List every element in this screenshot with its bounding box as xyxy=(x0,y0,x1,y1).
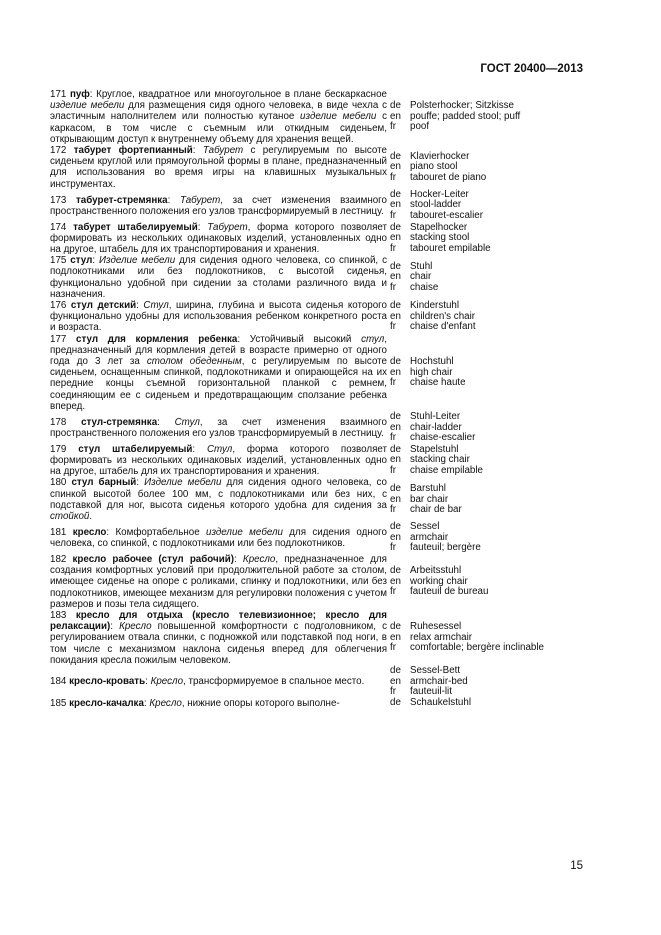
language-code-fr: fr xyxy=(390,686,396,698)
term-number: 184 xyxy=(50,676,67,688)
cross-reference-term: столом обеденным xyxy=(146,356,242,368)
translation-de: Ruhesessel xyxy=(410,621,462,633)
term-entry xyxy=(50,145,590,190)
translation-en: stool-ladder xyxy=(410,199,462,211)
term-definition: 182 кресло рабочее (стул рабочий): Кресло, предназначенное для создания комфортных условий при продолжительной работе за столом, имеющее сиденье на опоре с роликами, спинку и подлокотники, или без подлокотников, имеющее механизм для регулировки положения с учетом размеров и позы тела сидящего. xyxy=(50,554,387,610)
definition-text: , трансформируемое в спальное место. xyxy=(183,676,365,688)
translation-en: high chair xyxy=(410,366,453,378)
definition-text: Устойчивый высокий xyxy=(249,333,362,345)
translation-fr: fauteuil-lit xyxy=(410,686,452,698)
term-number: 180 xyxy=(50,477,67,489)
cross-reference-term: стойкой xyxy=(50,511,90,523)
translation-fr: fauteuil de bureau xyxy=(410,586,489,598)
language-codes xyxy=(390,522,410,554)
definition-text: , форма которого позволяет формировать из нескольких одинаковых изделий, установленных одно на другое, штабель для их транспортирования и хранения. xyxy=(50,443,387,478)
language-code-de: de xyxy=(390,188,401,200)
cross-reference-term: Кресло xyxy=(242,554,276,566)
term-definition: 183 кресло для отдыха (кресло телевизионное; кресло для релаксации): Кресло повышенной комфортности с подголовником, с регулированием отвала спинки, с подножкой или подставкой под ноги, в том числе с механизмом наклона сиденья вперед для облегчения покидания кресла пожилым человеком. xyxy=(50,610,387,666)
term-title: кресло-качалка xyxy=(69,697,144,709)
language-code-en: en xyxy=(390,232,401,244)
language-codes xyxy=(390,566,410,598)
language-codes xyxy=(390,445,410,477)
language-code-fr: fr xyxy=(390,504,396,516)
term-entry xyxy=(50,334,590,412)
language-code-en: en xyxy=(390,454,401,466)
language-code-de: de xyxy=(390,355,401,367)
language-code-fr: fr xyxy=(390,210,396,222)
translation-de: Kinderstuhl xyxy=(410,299,460,311)
language-code-en: en xyxy=(390,531,401,543)
language-code-en: en xyxy=(390,366,401,378)
translation-fr: chaise-escalier xyxy=(410,432,476,444)
language-code-de: de xyxy=(390,665,401,677)
translation-de: Klavierhocker xyxy=(410,150,470,162)
language-code-en: en xyxy=(390,310,401,322)
language-code-en: en xyxy=(390,575,401,587)
cross-reference-term: Кресло xyxy=(150,676,184,688)
definition-text: , предназначенный для кормления детей в возрасте примерно от одного года до 3 лет за xyxy=(50,333,387,368)
translation-de: Hocker-Leiter xyxy=(410,188,469,200)
translation-fr: tabouret empilable xyxy=(410,242,491,254)
term-entry xyxy=(50,255,590,300)
term-definition: 172 табурет фортепианный: Табурет с регулируемым по высоте сиденьем круглой или прямоугольной формы в плане, предназначенный для использования во время игры на клавишных музыкальных инструментах. xyxy=(50,145,387,190)
definition-text: Комфортабельное xyxy=(115,526,206,538)
term-definition: 173 табурет-стремянка: Табурет, за счет изменения взаимного пространственного положения его узлов трансформируемый в лестницу. xyxy=(50,194,387,217)
term-entry xyxy=(50,444,590,478)
translation-en: children's chair xyxy=(410,310,476,322)
language-code-en: en xyxy=(390,199,401,211)
term-number: 176 xyxy=(50,300,67,312)
language-code-fr: fr xyxy=(390,464,396,476)
term-entry xyxy=(50,412,590,444)
language-codes xyxy=(390,484,410,516)
term-number: 185 xyxy=(50,697,67,709)
translation-de: Hochstuhl xyxy=(410,355,454,367)
term-title: стул штабелируемый xyxy=(78,443,193,455)
translation-en: chair-ladder xyxy=(410,421,462,433)
language-codes xyxy=(390,666,410,698)
translation-de: Schaukelstuhl xyxy=(410,697,471,709)
cross-reference-term: изделие мебели xyxy=(206,526,283,538)
translations xyxy=(410,698,590,709)
term-entry xyxy=(50,89,590,145)
definition-text: с каркасом, в том числе с съемным или откидным сиденьем, открывающим доступ к внутреннему объему для хранения вещей. xyxy=(50,111,387,145)
language-code-fr: fr xyxy=(390,281,396,293)
language-code-en: en xyxy=(390,493,401,505)
language-code-de: de xyxy=(390,221,401,233)
translation-en: bar chair xyxy=(410,493,449,505)
language-code-de: de xyxy=(390,621,401,633)
term-title: стул xyxy=(70,255,93,267)
term-title: кресло xyxy=(72,526,107,538)
language-code-de: de xyxy=(390,482,401,494)
translations xyxy=(410,357,590,389)
term-number: 175 xyxy=(50,255,67,267)
definition-text: , за счет изменения взаимного пространственного положения его узлов трансформируемый в лестницу. xyxy=(50,416,387,439)
cross-reference-term: Табурет xyxy=(202,145,244,157)
term-number: 173 xyxy=(50,194,67,206)
language-code-de: de xyxy=(390,260,401,272)
translation-fr: tabouret de piano xyxy=(410,171,487,183)
term-number: 181 xyxy=(50,526,67,538)
language-code-en: en xyxy=(390,421,401,433)
term-definition: 177 стул для кормления ребенка: Устойчивый высокий стул, предназначенный для кормления детей в возрасте примерно от одного года до 3 лет за столом обеденным, с регулируемым по высоте сиденьем, оснащенным спинкой, подлокотниками и опирающейся на их передние концы съемной горизонтальной планкой с ремнем, соединяющим ее с сиденьем и предотвращающим сползание ребенка вперед. xyxy=(50,333,387,412)
term-number: 171 xyxy=(50,89,67,100)
definition-text: , ширина, глубина и высота сиденья которого функционально удобны для использования ребенком конкретного роста и возраста. xyxy=(50,300,387,334)
translations xyxy=(410,152,590,184)
translation-en: chair xyxy=(410,271,432,283)
cross-reference-term: Изделие мебели xyxy=(99,255,176,267)
term-entry xyxy=(50,666,590,698)
term-title: табурет штабелируемый xyxy=(73,221,198,233)
translation-fr: chaise d'enfant xyxy=(410,321,476,333)
term-number: 179 xyxy=(50,443,67,455)
term-definition: 171 пуф: Круглое, квадратное или многоугольное в плане бескаркасное изделие мебели для размещения сидя одного человека, в виде чехла с эластичным наполнителем или полностью кутаное изделие мебели с каркасом, в том числе с съемным или откидным сиденьем, открывающим доступ к внутреннему объему для хранения вещей. xyxy=(50,89,387,145)
language-code-de: de xyxy=(390,299,401,311)
language-code-fr: fr xyxy=(390,242,396,254)
translation-fr: comfortable; bergère inclinable xyxy=(410,642,544,654)
translation-de: Arbeitsstuhl xyxy=(410,565,462,577)
term-entry xyxy=(50,477,590,522)
translations xyxy=(410,190,590,222)
term-entry xyxy=(50,698,590,709)
term-definition: 185 кресло-качалка: Кресло, нижние опоры которого выполне- xyxy=(50,697,340,709)
translations xyxy=(410,666,590,698)
translations xyxy=(410,445,590,477)
definition-text: для сидения одного человека, со спинкой высотой более 100 мм, с подлокотниками или без них, с подставкой для ног, высота сиденья которого удобна для сидения за xyxy=(50,477,387,511)
translations xyxy=(410,223,590,255)
term-entries-list xyxy=(50,89,590,709)
language-code-de: de xyxy=(390,150,401,162)
translation-de: Sessel-Bett xyxy=(410,665,461,677)
language-codes xyxy=(390,412,410,444)
language-codes xyxy=(390,190,410,222)
term-title: стул-стремянка xyxy=(81,416,158,428)
term-title: кресло рабочее (стул рабочий) xyxy=(72,554,235,566)
term-entry xyxy=(50,554,590,610)
term-title: табурет фортепианный xyxy=(73,145,193,157)
language-code-en: en xyxy=(390,271,401,283)
definition-text: для сидения одного человека, со спинкой, с подлокотниками или без подлокотников. xyxy=(50,526,387,550)
definition-text: , форма которого позволяет формировать из нескольких одинаковых изделий, установленных одно на другое, штабель для их транспортирования и хранения. xyxy=(50,221,387,256)
translations xyxy=(410,522,590,554)
definition-text: с регулируемым по высоте сиденьем круглой или прямоугольной формы в плане, предназначенный для использования во время игры на клавишных музыкальных инструментах. xyxy=(50,145,387,190)
language-code-en: en xyxy=(390,110,401,122)
language-code-de: de xyxy=(390,565,401,577)
language-codes xyxy=(390,622,410,654)
term-title: кресло-кровать xyxy=(69,676,146,688)
cross-reference-term: Стул xyxy=(143,300,169,312)
term-number: 178 xyxy=(50,416,67,428)
translation-fr: chaise haute xyxy=(410,377,466,389)
term-entry xyxy=(50,300,590,334)
cross-reference-term: Стул xyxy=(206,443,233,455)
language-codes xyxy=(390,101,410,133)
translation-en: stacking stool xyxy=(410,232,470,244)
language-code-fr: fr xyxy=(390,121,396,133)
language-code-de: de xyxy=(390,411,401,423)
term-number: 174 xyxy=(50,221,67,233)
definition-text: , нижние опоры которого выполне- xyxy=(181,697,340,709)
translation-de: Barstuhl xyxy=(410,482,446,494)
cross-reference-term: Кресло xyxy=(149,697,182,709)
translation-fr: chaise empilable xyxy=(410,464,483,476)
term-entry xyxy=(50,222,590,256)
language-code-fr: fr xyxy=(390,586,396,598)
language-code-de: de xyxy=(390,697,401,709)
cross-reference-term: изделие мебели xyxy=(50,100,125,112)
translation-fr: tabouret-escalier xyxy=(410,210,483,222)
definition-text: . xyxy=(89,511,93,523)
term-definition: 175 стул: Изделие мебели для сидения одного человека, со спинкой, с подлокотниками или без подлокотников, с высотой сиденья, функционально удобной при сидении за столами различного вида и назначения. xyxy=(50,255,387,300)
cross-reference-term: изделие мебели xyxy=(300,111,377,123)
translation-de: Sessel xyxy=(410,521,440,533)
term-entry xyxy=(50,190,590,222)
translation-fr: fauteuil; bergère xyxy=(410,542,481,554)
translation-fr: chair de bar xyxy=(410,504,462,516)
term-definition: 181 кресло: Комфортабельное изделие мебели для сидения одного человека, со спинкой, с подлокотниками или без подлокотников. xyxy=(50,526,387,550)
term-definition: 178 стул-стремянка: Стул, за счет изменения взаимного пространственного положения его узлов трансформируемый в лестницу. xyxy=(50,416,387,439)
term-definition: 180 стул барный: Изделие мебели для сидения одного человека, со спинкой высотой более 100 мм, с подлокотниками или без них, с подставкой для ног, высота сиденья которого удобна для сидения за стойкой. xyxy=(50,477,387,523)
translations xyxy=(410,622,590,654)
translation-de: Stuhl-Leiter xyxy=(410,411,461,423)
term-definition: 176 стул детский: Стул, ширина, глубина и высота сиденья которого функционально удобны для использования ребенком конкретного роста и возраста. xyxy=(50,300,387,334)
language-code-en: en xyxy=(390,631,401,643)
definition-text: повышенной комфортности с подголовником, с регулированием отвала спинки, с подножкой или подставкой под ноги, в том числе с механизмом наклона сиденья вперед для облегчения покидания кресла пожилым человеком. xyxy=(50,621,387,666)
language-code-fr: fr xyxy=(390,432,396,444)
language-codes xyxy=(390,223,410,255)
definition-text: , предназначенное для создания комфортных условий при продолжительной работе за столом, имеющее сиденье на опоре с роликами, спинку и подлокотники, или без подлокотников, имеющее механизм для регулировки положения с учетом размеров и позы тела сидящего. xyxy=(50,554,387,610)
translation-en: pouffe; padded stool; puff xyxy=(410,110,521,122)
translation-en: armchair-bed xyxy=(410,675,468,687)
page-number: 15 xyxy=(570,860,583,872)
definition-text: для сидения одного человека, со спинкой, с подлокотниками или без подлокотников, с высотой сиденья, функционально удобной при сидении за столами различного вида и назначения. xyxy=(50,255,387,300)
cross-reference-term: Стул xyxy=(174,416,200,428)
term-definition: 179 стул штабелируемый: Стул, форма которого позволяет формировать из нескольких одинаковых изделий, установленных одно на другое, штабель для их транспортирования и хранения. xyxy=(50,443,387,478)
translation-fr: poof xyxy=(410,121,430,133)
language-codes xyxy=(390,301,410,333)
translation-en: armchair xyxy=(410,531,449,543)
translation-de: Stapelhocker xyxy=(410,221,468,233)
translations xyxy=(410,566,590,598)
document-standard-header: ГОСТ 20400—2013 xyxy=(480,63,583,75)
term-definition: 174 табурет штабелируемый: Табурет, форма которого позволяет формировать из нескольких одинаковых изделий, установленных одно на другое, штабель для их транспортирования и хранения. xyxy=(50,221,387,256)
term-entry xyxy=(50,610,590,666)
language-code-fr: fr xyxy=(390,377,396,389)
translation-de: Stuhl xyxy=(410,260,433,272)
definition-text: , за счет изменения взаимного пространственного положения его узлов трансформируемый в лестницу. xyxy=(50,194,387,217)
language-codes xyxy=(390,698,410,709)
translation-en: piano stool xyxy=(410,161,458,173)
language-code-fr: fr xyxy=(390,642,396,654)
language-codes xyxy=(390,357,410,389)
cross-reference-term: Кресло xyxy=(119,621,152,633)
cross-reference-term: Табурет xyxy=(207,221,248,233)
cross-reference-term: Изделие мебели xyxy=(144,477,222,489)
term-number: 182 xyxy=(50,554,67,566)
translation-en: relax armchair xyxy=(410,631,473,643)
term-title: стул барный xyxy=(71,477,137,489)
language-code-en: en xyxy=(390,675,401,687)
term-title: стул для кормления ребенка xyxy=(76,333,238,345)
translations xyxy=(410,412,590,444)
term-title: пуф xyxy=(69,89,90,100)
language-code-de: de xyxy=(390,443,401,455)
translation-fr: chaise xyxy=(410,281,439,293)
term-title: табурет-стремянка xyxy=(75,194,168,206)
translation-de: Stapelstuhl xyxy=(410,443,459,455)
term-entry xyxy=(50,522,590,554)
term-title: кресло для отдыха (кресло телевизионное; кресло для релаксации) xyxy=(50,610,387,633)
translations xyxy=(410,101,590,133)
translation-en: stacking chair xyxy=(410,454,470,466)
language-code-fr: fr xyxy=(390,321,396,333)
definition-text: Круглое, квадратное или многоугольное в плане бескаркасное xyxy=(96,89,387,100)
language-code-de: de xyxy=(390,521,401,533)
term-definition: 184 кресло-кровать: Кресло, трансформируемое в спальное место. xyxy=(50,676,365,688)
translation-en: working chair xyxy=(410,575,468,587)
definition-text: , с регулируемым по высоте сиденьем, оснащенным спинкой, подлокотниками и опирающейся на их передние концы съемной горизонтальной планкой с ремнем, соединяющим ее с сиденьем и предотвращающим сползание ребенка вперед. xyxy=(50,356,387,412)
language-codes xyxy=(390,152,410,184)
translations xyxy=(410,484,590,516)
language-code-fr: fr xyxy=(390,542,396,554)
translation-de: Polsterhocker; Sitzkisse xyxy=(410,100,514,112)
term-number: 177 xyxy=(50,333,67,345)
language-codes xyxy=(390,262,410,294)
language-code-fr: fr xyxy=(390,171,396,183)
language-code-de: de xyxy=(390,100,401,112)
term-number: 183 xyxy=(50,610,67,622)
cross-reference-term: стул xyxy=(361,333,385,345)
language-code-en: en xyxy=(390,161,401,173)
definition-text: для размещения сидя одного человека, в виде чехла с эластичным наполнителем или полностью кутаное xyxy=(50,100,387,123)
translations xyxy=(410,262,590,294)
translations xyxy=(410,301,590,333)
term-number: 172 xyxy=(50,145,67,157)
cross-reference-term: Табурет xyxy=(179,194,221,206)
term-title: стул детский xyxy=(70,300,137,312)
